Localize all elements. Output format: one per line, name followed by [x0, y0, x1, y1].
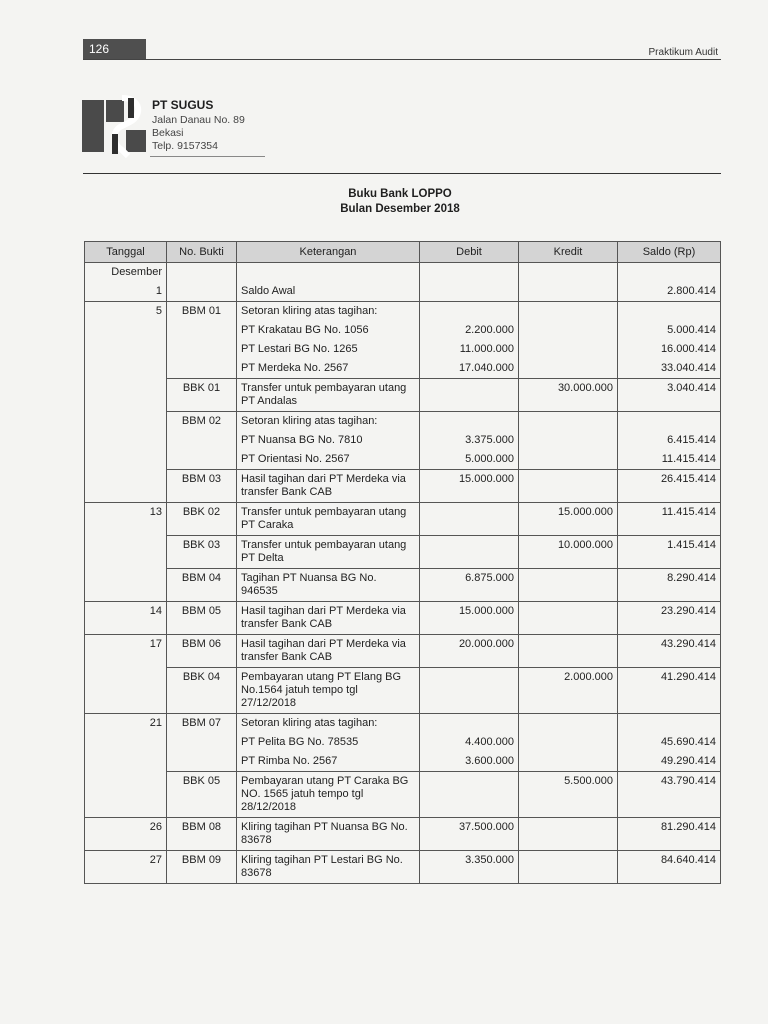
column-header-debit: Debit [420, 242, 519, 263]
cell-keterangan: Setoran kliring atas tagihan: [237, 302, 420, 322]
cell-saldo: 43.290.414 [618, 635, 721, 668]
cell-keterangan: PT Lestari BG No. 1265 [237, 340, 420, 359]
column-header-kredit: Kredit [519, 242, 618, 263]
cell-saldo: 11.415.414 [618, 503, 721, 536]
cell-saldo: 1.415.414 [618, 536, 721, 569]
cell-keterangan: Saldo Awal [237, 282, 420, 302]
cell-debit [420, 536, 519, 569]
cell-debit [420, 379, 519, 412]
cell-saldo: 11.415.414 [618, 450, 721, 470]
cell-tanggal [85, 412, 167, 432]
table-row [85, 818, 721, 851]
cell-saldo: 8.290.414 [618, 569, 721, 602]
column-header-no-bukti: No. Bukti [167, 242, 237, 263]
cell-no-bukti [167, 321, 237, 340]
table-row [85, 321, 721, 340]
company-rule [150, 156, 265, 157]
cell-debit: 3.350.000 [420, 851, 519, 884]
cell-no-bukti: BBK 04 [167, 668, 237, 714]
cell-kredit [519, 431, 618, 450]
ledger-body [85, 263, 721, 884]
cell-keterangan: Transfer untuk pembayaran utang PT Andalas [237, 379, 420, 412]
table-row [85, 412, 721, 432]
cell-no-bukti [167, 359, 237, 379]
cell-kredit [519, 569, 618, 602]
cell-tanggal [85, 321, 167, 340]
company-name: PT SUGUS [152, 98, 214, 112]
cell-debit [420, 302, 519, 322]
cell-keterangan: Pembayaran utang PT Elang BG No.1564 jatuh tempo tgl 27/12/2018 [237, 668, 420, 714]
cell-saldo [618, 714, 721, 734]
cell-debit: 3.600.000 [420, 752, 519, 772]
table-row [85, 569, 721, 602]
cell-saldo: 23.290.414 [618, 602, 721, 635]
cell-tanggal [85, 470, 167, 503]
cell-kredit: 2.000.000 [519, 668, 618, 714]
cell-debit [420, 263, 519, 283]
cell-keterangan: Transfer untuk pembayaran utang PT Delta [237, 536, 420, 569]
cell-no-bukti [167, 733, 237, 752]
table-row [85, 851, 721, 884]
cell-kredit [519, 359, 618, 379]
cell-debit [420, 714, 519, 734]
cell-saldo: 81.290.414 [618, 818, 721, 851]
cell-kredit: 5.500.000 [519, 772, 618, 818]
cell-keterangan: Kliring tagihan PT Lestari BG No. 83678 [237, 851, 420, 884]
table-row [85, 714, 721, 734]
cell-kredit [519, 818, 618, 851]
cell-saldo: 5.000.414 [618, 321, 721, 340]
table-row [85, 752, 721, 772]
cell-kredit [519, 302, 618, 322]
cell-keterangan: Hasil tagihan dari PT Merdeka via transfer Bank CAB [237, 635, 420, 668]
cell-tanggal [85, 340, 167, 359]
company-address-line1: Jalan Danau No. 89 [152, 114, 245, 126]
company-phone: Telp. 9157354 [152, 140, 218, 152]
cell-tanggal [85, 359, 167, 379]
cell-tanggal: 1 [85, 282, 167, 302]
cell-no-bukti [167, 282, 237, 302]
cell-keterangan: Transfer untuk pembayaran utang PT Caraka [237, 503, 420, 536]
cell-tanggal: 14 [85, 602, 167, 635]
cell-debit: 37.500.000 [420, 818, 519, 851]
cell-tanggal [85, 569, 167, 602]
table-row [85, 340, 721, 359]
cell-kredit: 10.000.000 [519, 536, 618, 569]
cell-keterangan: Kliring tagihan PT Nuansa BG No. 83678 [237, 818, 420, 851]
cell-no-bukti: BBM 02 [167, 412, 237, 432]
cell-debit [420, 503, 519, 536]
cell-kredit [519, 635, 618, 668]
cell-debit: 5.000.000 [420, 450, 519, 470]
cell-debit: 2.200.000 [420, 321, 519, 340]
cell-no-bukti: BBM 01 [167, 302, 237, 322]
table-row [85, 450, 721, 470]
cell-keterangan: PT Rimba No. 2567 [237, 752, 420, 772]
cell-debit: 3.375.000 [420, 431, 519, 450]
cell-keterangan: Setoran kliring atas tagihan: [237, 412, 420, 432]
cell-no-bukti [167, 340, 237, 359]
cell-no-bukti: BBM 08 [167, 818, 237, 851]
cell-debit: 4.400.000 [420, 733, 519, 752]
table-row [85, 379, 721, 412]
cell-no-bukti: BBK 01 [167, 379, 237, 412]
cell-no-bukti: BBM 09 [167, 851, 237, 884]
cell-kredit [519, 602, 618, 635]
cell-kredit [519, 733, 618, 752]
cell-saldo: 41.290.414 [618, 668, 721, 714]
cell-no-bukti [167, 431, 237, 450]
bank-ledger-table [84, 241, 721, 884]
cell-saldo: 6.415.414 [618, 431, 721, 450]
cell-saldo: 49.290.414 [618, 752, 721, 772]
cell-no-bukti: BBK 05 [167, 772, 237, 818]
table-row [85, 635, 721, 668]
cell-kredit [519, 340, 618, 359]
table-row [85, 263, 721, 283]
cell-no-bukti [167, 263, 237, 283]
cell-kredit [519, 470, 618, 503]
table-row [85, 602, 721, 635]
cell-tanggal [85, 752, 167, 772]
cell-kredit [519, 450, 618, 470]
cell-kredit [519, 714, 618, 734]
column-header-saldo: Saldo (Rp) [618, 242, 721, 263]
cell-debit: 15.000.000 [420, 470, 519, 503]
cell-saldo: 84.640.414 [618, 851, 721, 884]
cell-keterangan: Hasil tagihan dari PT Merdeka via transfer Bank CAB [237, 602, 420, 635]
cell-no-bukti: BBM 05 [167, 602, 237, 635]
cell-saldo [618, 263, 721, 283]
cell-saldo: 26.415.414 [618, 470, 721, 503]
header-rule [83, 59, 721, 60]
cell-debit: 17.040.000 [420, 359, 519, 379]
table-row [85, 359, 721, 379]
cell-debit: 6.875.000 [420, 569, 519, 602]
cell-tanggal: Desember [85, 263, 167, 283]
cell-saldo: 16.000.414 [618, 340, 721, 359]
cell-kredit: 15.000.000 [519, 503, 618, 536]
cell-saldo: 2.800.414 [618, 282, 721, 302]
cell-kredit [519, 282, 618, 302]
column-header-keterangan: Keterangan [237, 242, 420, 263]
cell-kredit [519, 263, 618, 283]
cell-no-bukti: BBK 03 [167, 536, 237, 569]
cell-tanggal: 21 [85, 714, 167, 734]
cell-keterangan: PT Nuansa BG No. 7810 [237, 431, 420, 450]
cell-tanggal [85, 379, 167, 412]
cell-keterangan: PT Merdeka No. 2567 [237, 359, 420, 379]
cell-tanggal [85, 668, 167, 714]
cell-no-bukti: BBM 06 [167, 635, 237, 668]
cell-saldo: 45.690.414 [618, 733, 721, 752]
cell-no-bukti: BBM 03 [167, 470, 237, 503]
column-header-tanggal: Tanggal [85, 242, 167, 263]
cell-debit [420, 772, 519, 818]
table-row [85, 503, 721, 536]
cell-debit [420, 282, 519, 302]
cell-tanggal: 27 [85, 851, 167, 884]
cell-tanggal: 17 [85, 635, 167, 668]
cell-tanggal: 26 [85, 818, 167, 851]
cell-kredit [519, 321, 618, 340]
table-row [85, 536, 721, 569]
cell-keterangan: Hasil tagihan dari PT Merdeka via transfer Bank CAB [237, 470, 420, 503]
cell-keterangan: PT Orientasi No. 2567 [237, 450, 420, 470]
cell-tanggal [85, 733, 167, 752]
cell-no-bukti: BBK 02 [167, 503, 237, 536]
table-row [85, 668, 721, 714]
cell-kredit [519, 412, 618, 432]
cell-saldo [618, 412, 721, 432]
page-number: 126 [83, 39, 146, 59]
cell-no-bukti [167, 450, 237, 470]
cell-tanggal [85, 450, 167, 470]
cell-debit: 15.000.000 [420, 602, 519, 635]
cell-saldo: 43.790.414 [618, 772, 721, 818]
table-row [85, 431, 721, 450]
cell-no-bukti: BBM 07 [167, 714, 237, 734]
document-title: Buku Bank LOPPO [348, 188, 452, 200]
cell-tanggal: 13 [85, 503, 167, 536]
cell-tanggal [85, 431, 167, 450]
cell-no-bukti: BBM 04 [167, 569, 237, 602]
cell-keterangan: Tagihan PT Nuansa BG No. 946535 [237, 569, 420, 602]
cell-debit [420, 412, 519, 432]
table-row [85, 302, 721, 322]
company-logo [82, 94, 146, 158]
cell-saldo [618, 302, 721, 322]
cell-debit: 11.000.000 [420, 340, 519, 359]
cell-keterangan: Setoran kliring atas tagihan: [237, 714, 420, 734]
cell-kredit [519, 752, 618, 772]
cell-tanggal [85, 536, 167, 569]
table-row [85, 733, 721, 752]
cell-saldo: 3.040.414 [618, 379, 721, 412]
company-address-line2: Bekasi [152, 127, 184, 139]
table-row [85, 772, 721, 818]
cell-kredit [519, 851, 618, 884]
cell-tanggal: 5 [85, 302, 167, 322]
document-subtitle: Bulan Desember 2018 [340, 203, 460, 215]
cell-kredit: 30.000.000 [519, 379, 618, 412]
table-header-row [85, 242, 721, 263]
cell-tanggal [85, 772, 167, 818]
table-row [85, 282, 721, 302]
section-rule [83, 173, 721, 174]
cell-no-bukti [167, 752, 237, 772]
cell-keterangan: PT Pelita BG No. 78535 [237, 733, 420, 752]
cell-keterangan: Pembayaran utang PT Caraka BG NO. 1565 jatuh tempo tgl 28/12/2018 [237, 772, 420, 818]
cell-keterangan: PT Krakatau BG No. 1056 [237, 321, 420, 340]
cell-keterangan [237, 263, 420, 283]
cell-debit [420, 668, 519, 714]
table-row [85, 470, 721, 503]
running-title: Praktikum Audit [648, 47, 718, 58]
cell-saldo: 33.040.414 [618, 359, 721, 379]
cell-debit: 20.000.000 [420, 635, 519, 668]
